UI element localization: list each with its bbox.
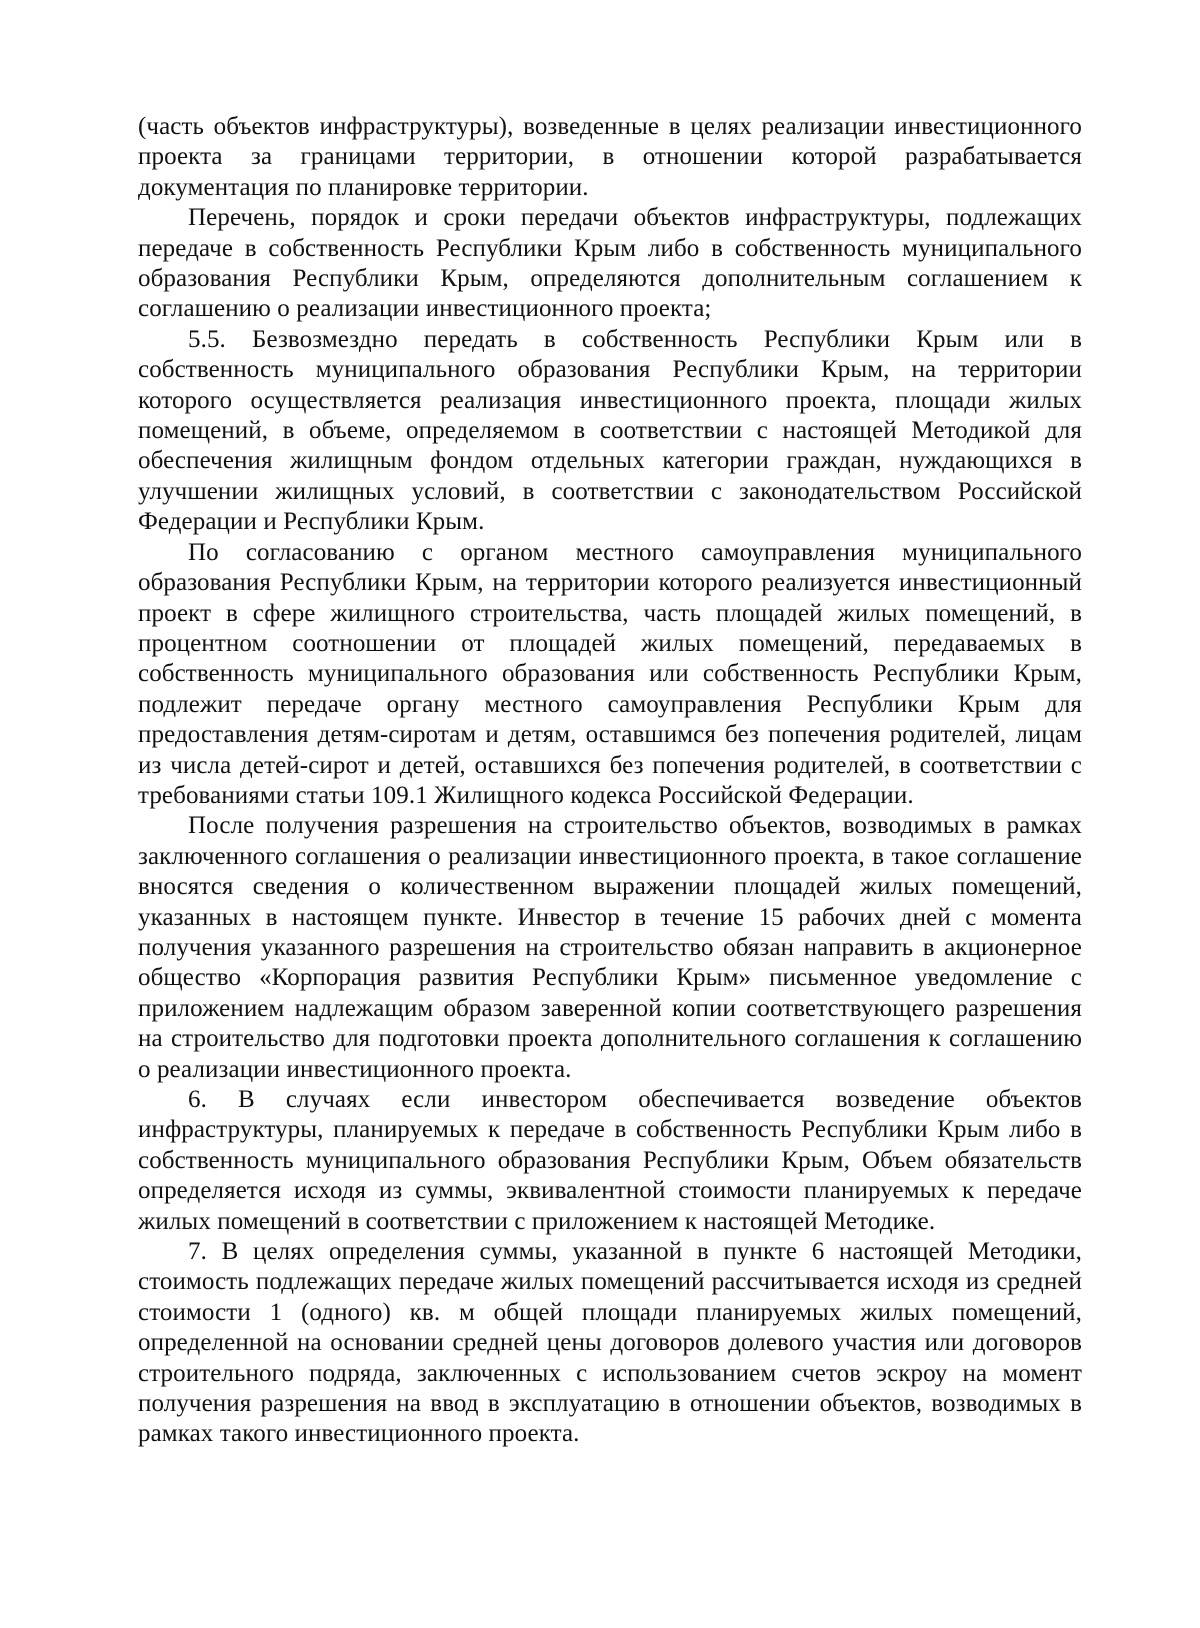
- paragraph-5-5: 5.5. Безвозмездно передать в собственность Республики Крым или в собственность муниципального образования Республики Крым, на территории которого осуществляется реализация инвестиционного проекта, площади жилых помещений, в объеме, определяемом в соответствии с настоящей Методикой для обеспечения жилищным фондом отдельных категории граждан, нуждающихся в улучшении жилищных условий, в соответствии с законодательством Российской Федерации и Республики Крым.: [138, 325, 1082, 536]
- paragraph-6: 6. В случаях если инвестором обеспечивается возведение объектов инфраструктуры, планируемых к передаче в собственность Республики Крым либо в собственность муниципального образования Республики Крым, Объем обязательств определяется исходя из суммы, эквивалентной стоимости планируемых к передаче жилых помещений в соответствии с приложением к настоящей Методике.: [138, 1086, 1082, 1235]
- paragraph-permit-notice: После получения разрешения на строительство объектов, возводимых в рамках заключенного соглашения о реализации инвестиционного проекта, в такое соглашение вносятся сведения о количественном выражении площадей жилых помещений, указанных в настоящем пункте. Инвестор в течение 15 рабочих дней с момента получения указанного разрешения на строительство обязан направить в акционерное общество «Корпорация развития Республики Крым» письменное уведомление с приложением надлежащим образом заверенной копии соответствующего разрешения на строительство для подготовки проекта дополнительного соглашения к соглашению о реализации инвестиционного проекта.: [138, 812, 1082, 1083]
- document-page: [138, 112, 1082, 1450]
- paragraph-continuation: (часть объектов инфраструктуры), возведенные в целях реализации инвестиционного проекта за границами территории, в отношении которой разрабатывается документация по планировке территории.: [138, 113, 1082, 201]
- paragraph-infrastructure-transfer: Перечень, порядок и сроки передачи объектов инфраструктуры, подлежащих передаче в собственность Республики Крым либо в собственность муниципального образования Республики Крым, определяются дополнительным соглашением к соглашению о реализации инвестиционного проекта;: [138, 204, 1082, 323]
- paragraph-orphans-housing: По согласованию с органом местного самоуправления муниципального образования Республики Крым, на территории которого реализуется инвестиционный проект в сфере жилищного строительства, часть площадей жилых помещений, в процентном соотношении от площадей жилых помещений, передаваемых в собственность муниципального образования или собственность Республики Крым, подлежит передаче органу местного самоуправления Республики Крым для предоставления детям-сиротам и детям, оставшимся без попечения родителей, лицам из числа детей-сирот и детей, оставшихся без попечения родителей, в соответствии с требованиями статьи 109.1 Жилищного кодекса Российской Федерации.: [138, 538, 1082, 809]
- paragraph-7: 7. В целях определения суммы, указанной в пункте 6 настоящей Методики, стоимость подлежащих передаче жилых помещений рассчитывается исходя из средней стоимости 1 (одного) кв. м общей площади планируемых жилых помещений, определенной на основании средней цены договоров долевого участия или договоров строительного подряда, заключенных с использованием счетов эскроу на момент получения разрешения на ввод в эксплуатацию в отношении объектов, возводимых в рамках такого инвестиционного проекта.: [138, 1238, 1082, 1448]
